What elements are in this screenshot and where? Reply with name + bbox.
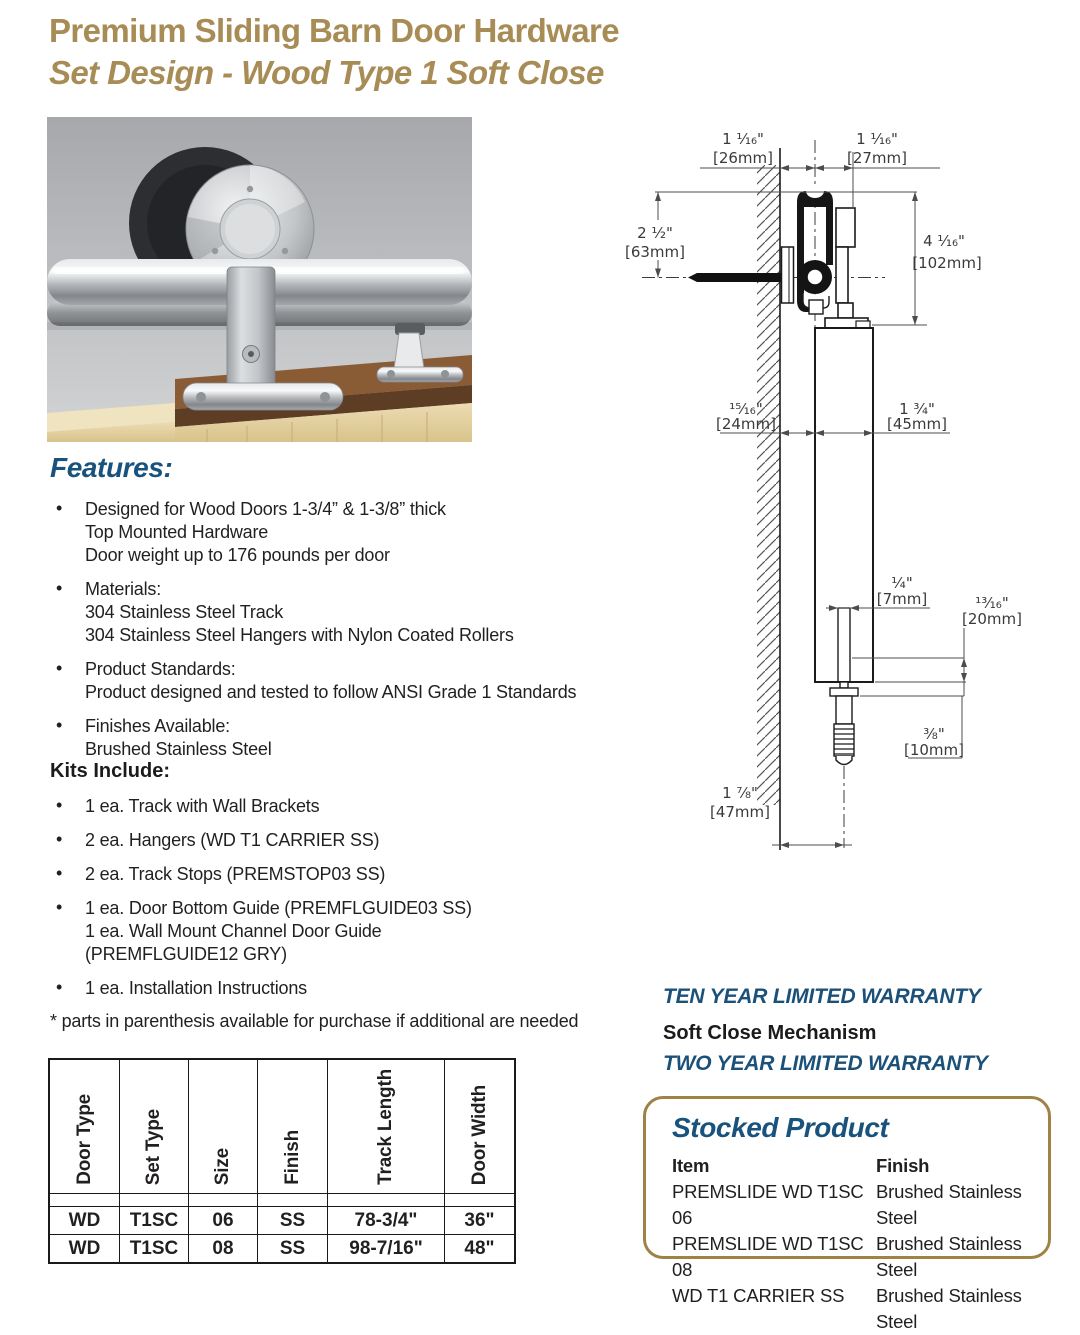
kit-item: [50, 795, 620, 818]
dim-47mm-metric: [47mm]: [709, 803, 771, 821]
dim-63mm-metric: [63mm]: [624, 243, 686, 261]
bullet-dot-icon: •: [56, 578, 63, 598]
column-header: Door Type: [73, 1094, 95, 1185]
product-photo-image: [47, 117, 472, 442]
soft-close-label: Soft Close Mechanism: [663, 1022, 877, 1044]
kit-line: 2 ea. Hangers (WD T1 CARRIER SS): [85, 830, 380, 850]
spec-table-header-cell: [50, 1060, 119, 1193]
page-title: Premium Sliding Barn Door Hardware: [49, 12, 620, 49]
spacer-cell: [120, 1194, 188, 1206]
kits-section: [50, 760, 620, 1032]
dim-27mm-metric: [27mm]: [846, 149, 908, 167]
table-cell: 98-7/16": [328, 1235, 444, 1262]
spacer-cell: [328, 1194, 444, 1206]
column-header: Set Type: [143, 1108, 164, 1185]
dim-102mm-inch: 4 ¹⁄₁₆": [923, 232, 965, 250]
feature-item: [50, 715, 605, 761]
bullet-dot-icon: •: [56, 795, 63, 815]
kits-footnote: * parts in parenthesis available for purchase if additional are needed: [50, 1011, 579, 1031]
warranty-section: [663, 985, 988, 1076]
feature-line: Finishes Available:: [85, 716, 230, 736]
dim-27mm-inch: 1 ¹⁄₁₆": [856, 130, 898, 148]
dim-47mm-inch: 1 ⁷⁄₈": [722, 784, 758, 802]
product-photo: [47, 117, 472, 442]
stocked-product-heading: Stocked Product: [672, 1112, 889, 1143]
spec-table: [48, 1058, 516, 1264]
feature-line: Product designed and tested to follow ANSI Grade 1 Standards: [85, 682, 577, 702]
feature-line: 304 Stainless Steel Hangers with Nylon Coated Rollers: [85, 625, 514, 645]
kit-line: 2 ea. Track Stops (PREMSTOP03 SS): [85, 864, 386, 884]
stocked-item: PREMSLIDE WD T1SC 08: [672, 1233, 864, 1280]
warranty-two-year: TWO YEAR LIMITED WARRANTY: [663, 1052, 988, 1075]
technical-diagram: [600, 110, 1080, 870]
bullet-dot-icon: •: [56, 897, 63, 917]
feature-item: [50, 578, 605, 647]
spec-table-header-cell: [328, 1060, 444, 1193]
table-cell: 36": [445, 1207, 514, 1234]
stocked-item: PREMSLIDE WD T1SC 06: [672, 1181, 864, 1228]
dim-7mm-inch: ¹⁄₄": [891, 574, 913, 592]
table-cell: T1SC: [120, 1207, 188, 1234]
kit-line: 1 ea. Wall Mount Channel Door Guide: [85, 921, 382, 941]
feature-item: [50, 658, 605, 704]
spacer-cell: [189, 1194, 257, 1206]
dim-10mm-inch: ³⁄₈": [923, 725, 945, 743]
anti-jump-block: [809, 300, 823, 314]
dim-45mm-inch: 1 ³⁄₄": [899, 400, 935, 418]
kit-line: 1 ea. Installation Instructions: [85, 978, 307, 998]
stocked-item: WD T1 CARRIER SS: [672, 1285, 845, 1306]
spacer-cell: [258, 1194, 327, 1206]
kit-line: (PREMFLGUIDE12 GRY): [85, 944, 287, 964]
features-heading: Features:: [50, 452, 173, 483]
table-cell: SS: [258, 1235, 327, 1262]
dim-63mm-inch: 2 ¹⁄₂": [637, 224, 673, 242]
bullet-dot-icon: •: [56, 658, 63, 678]
table-cell: T1SC: [120, 1235, 188, 1262]
bullet-dot-icon: •: [56, 977, 63, 997]
kits-heading: Kits Include:: [50, 760, 171, 782]
spec-table-header-cell: [120, 1060, 188, 1193]
lag-bolt: [688, 273, 782, 282]
dim-45mm-metric: [45mm]: [886, 415, 948, 433]
column-header: Finish: [281, 1130, 303, 1185]
feature-line: Materials:: [85, 579, 162, 599]
bullet-dot-icon: •: [56, 498, 63, 518]
table-cell: 78-3/4": [328, 1207, 444, 1234]
wall-hatch: [757, 165, 780, 805]
spec-table-header-cell: [189, 1060, 257, 1193]
column-header: Size: [212, 1147, 233, 1185]
kit-line: 1 ea. Door Bottom Guide (PREMFLGUIDE03 SS): [85, 898, 472, 918]
page-subtitle: Set Design - Wood Type 1 Soft Close: [49, 54, 604, 91]
table-cell: WD: [50, 1207, 119, 1234]
bullet-dot-icon: •: [56, 829, 63, 849]
feature-item: [50, 498, 605, 567]
dim-20mm-inch: ¹³⁄₁₆": [975, 594, 1009, 612]
kit-item: [50, 977, 620, 1000]
table-cell: 06: [189, 1207, 257, 1234]
feature-line: 304 Stainless Steel Track: [85, 602, 284, 622]
spec-table-header-cell: [258, 1060, 327, 1193]
feature-line: Brushed Stainless Steel: [85, 739, 272, 759]
dim-10mm-metric: [10mm]: [903, 741, 965, 759]
kit-item: [50, 829, 620, 852]
stocked-finish: Brushed Stainless Steel: [876, 1285, 1022, 1332]
dim-102mm-metric: [102mm]: [912, 254, 982, 272]
dim-7mm-metric: [7mm]: [876, 590, 928, 608]
stocked-col-finish: Finish: [876, 1155, 930, 1176]
bullet-dot-icon: •: [56, 863, 63, 883]
table-cell: SS: [258, 1207, 327, 1234]
stocked-product-list: [672, 1153, 1032, 1335]
dim-26mm-inch: 1 ¹⁄₁₆": [722, 130, 764, 148]
feature-line: Product Standards:: [85, 659, 236, 679]
feature-line: Top Mounted Hardware: [85, 522, 269, 542]
feature-line: Door weight up to 176 pounds per door: [85, 545, 390, 565]
features-section: [50, 452, 605, 772]
dim-24mm-metric: [24mm]: [715, 415, 777, 433]
stocked-col-item: Item: [672, 1155, 710, 1176]
cross-section-drawing: [600, 110, 1080, 870]
header: [49, 12, 619, 92]
kit-line: 1 ea. Track with Wall Brackets: [85, 796, 320, 816]
kit-item: [50, 863, 620, 886]
bullet-dot-icon: •: [56, 715, 63, 735]
table-cell: 48": [445, 1235, 514, 1262]
table-cell: 08: [189, 1235, 257, 1262]
roller-axle: [807, 269, 823, 285]
warranty-ten-year: TEN YEAR LIMITED WARRANTY: [663, 985, 981, 1008]
spacer-cell: [445, 1194, 514, 1206]
spacer-cell: [50, 1194, 119, 1206]
spec-table-header-cell: [445, 1060, 514, 1193]
column-header: Door Width: [468, 1084, 490, 1185]
wall-spacer: [782, 247, 794, 303]
dim-24mm-inch: ¹⁵⁄₁₆": [729, 400, 763, 418]
column-header: Track Length: [375, 1069, 396, 1185]
dim-26mm-metric: [26mm]: [712, 149, 774, 167]
stocked-finish: Brushed Stainless Steel: [876, 1181, 1022, 1228]
feature-line: Designed for Wood Doors 1-3/4” & 1-3/8” thick: [85, 499, 446, 519]
dim-20mm-metric: [20mm]: [961, 610, 1023, 628]
kit-item: [50, 897, 620, 966]
door-panel: [815, 328, 873, 682]
stocked-finish: Brushed Stainless Steel: [876, 1233, 1022, 1280]
stocked-product-box: [643, 1096, 1051, 1332]
table-cell: WD: [50, 1235, 119, 1262]
